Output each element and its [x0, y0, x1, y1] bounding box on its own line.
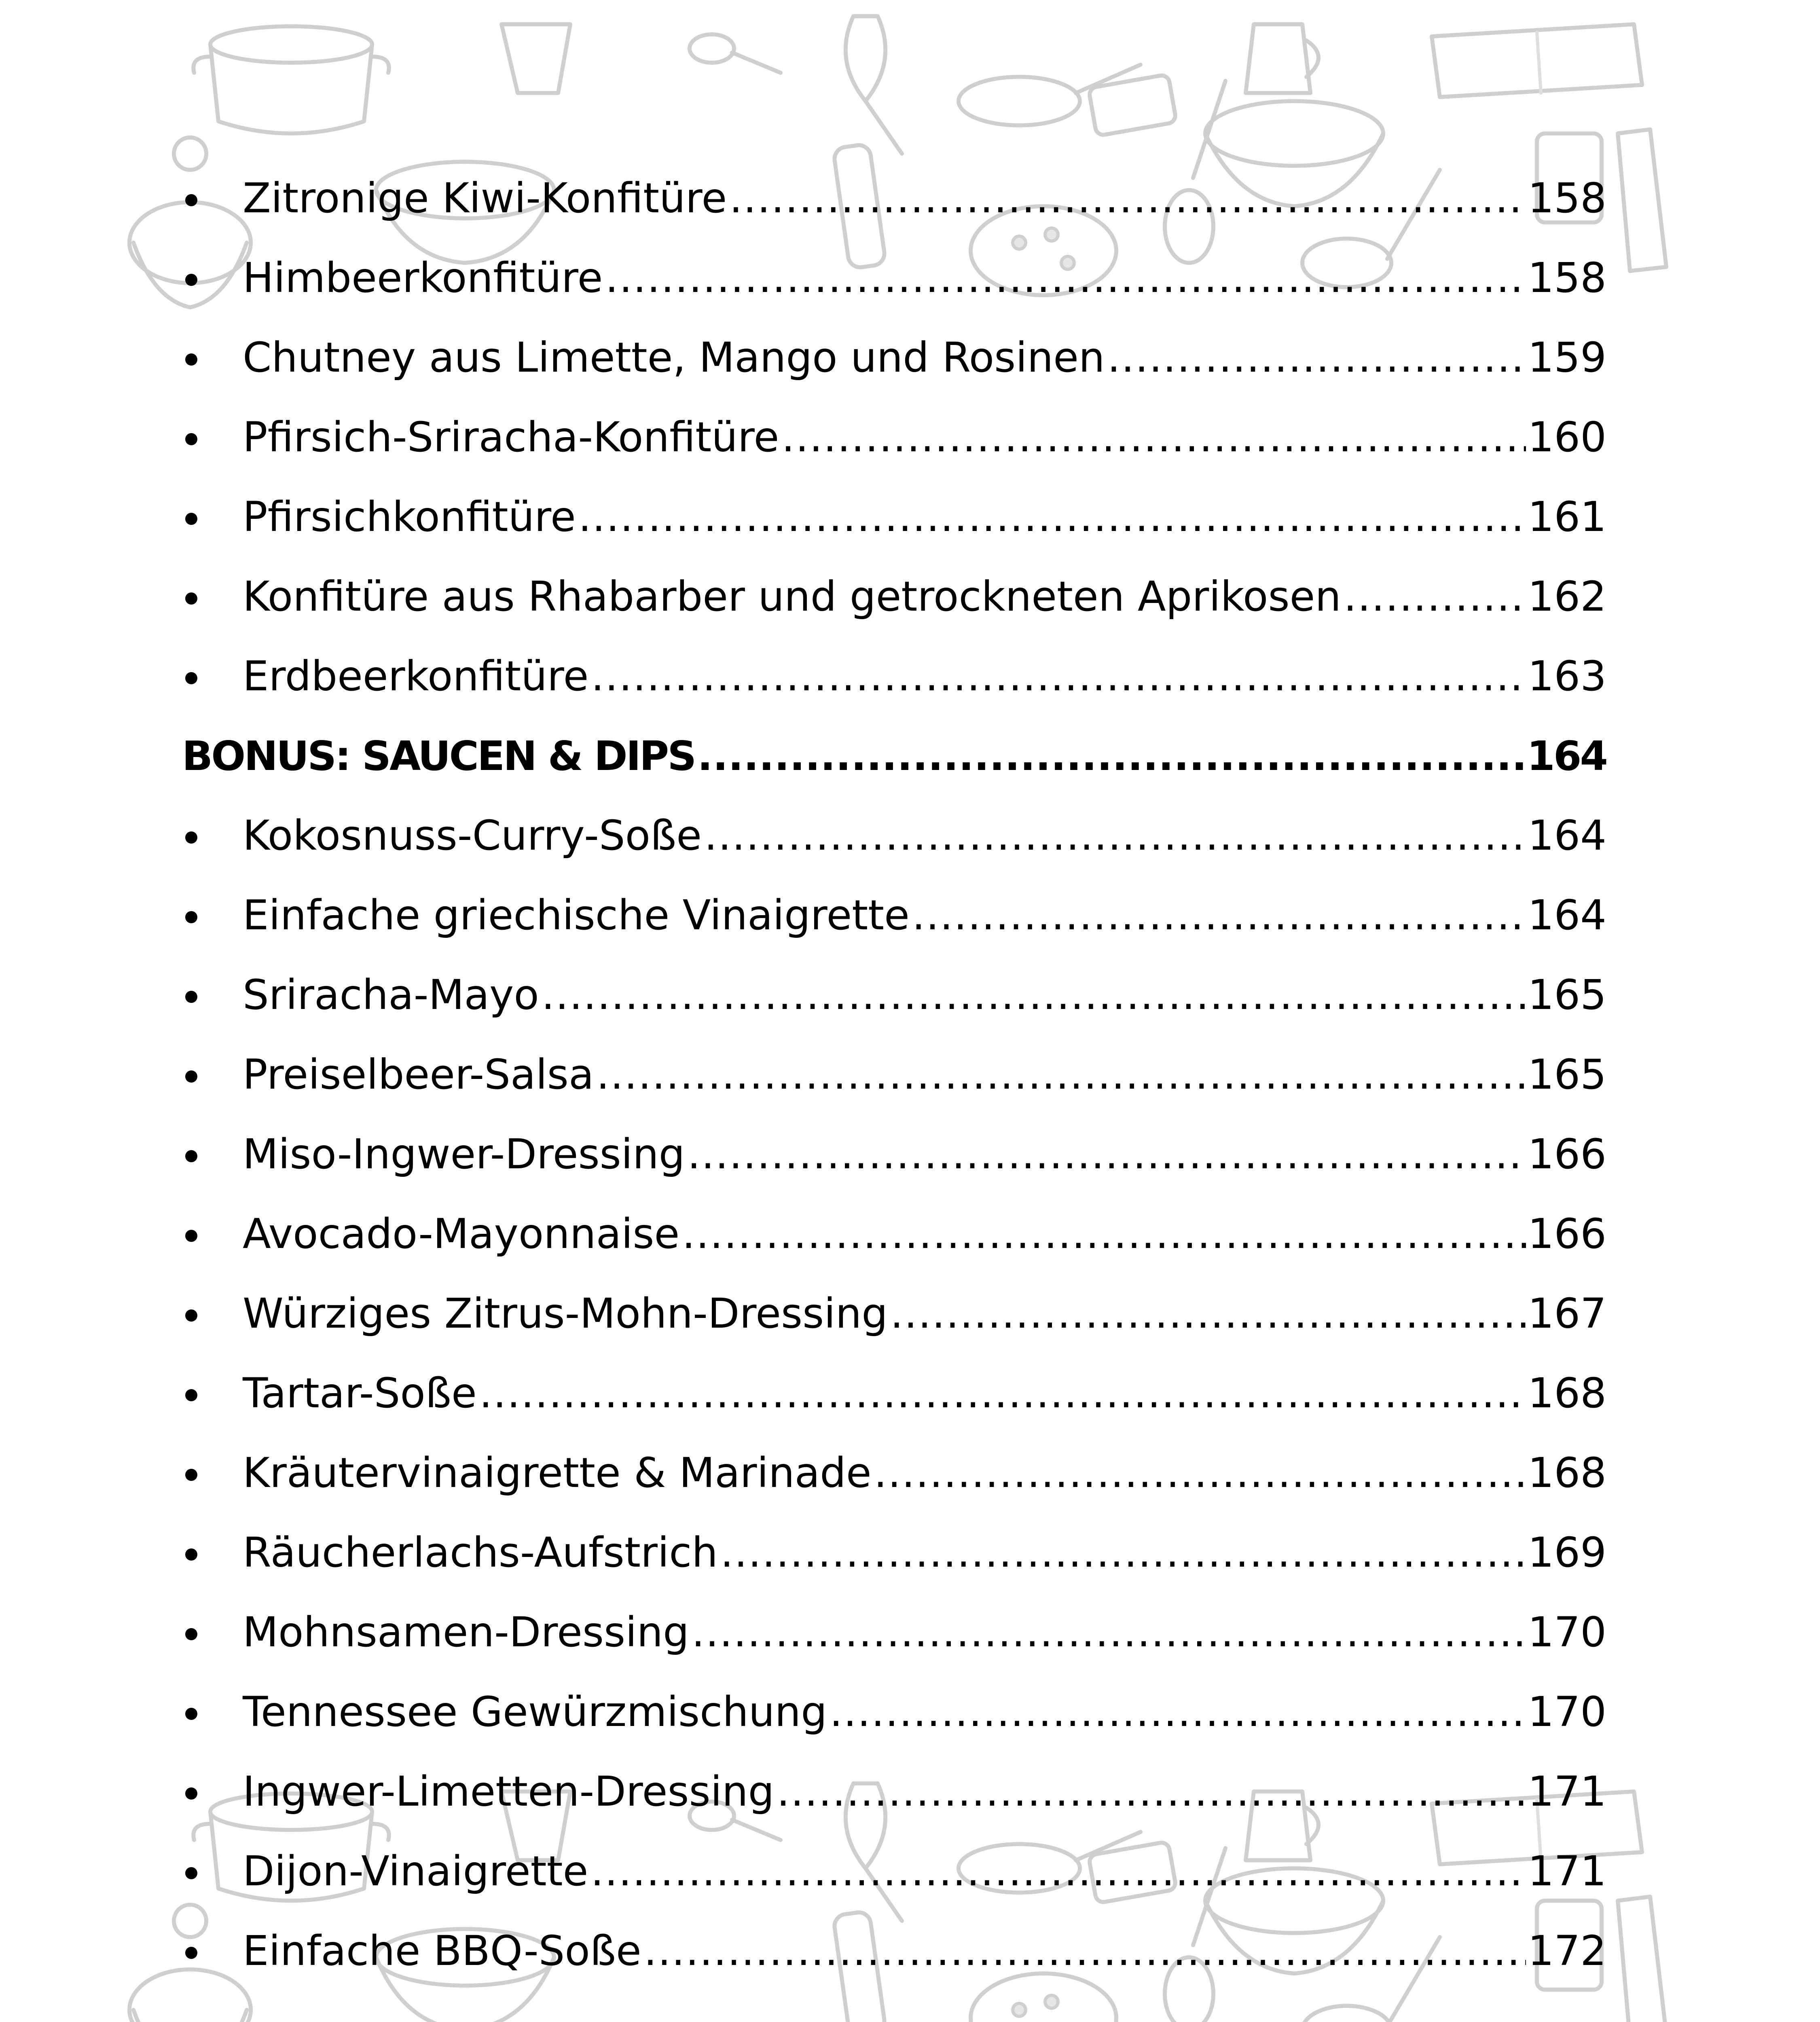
- toc-entry-title: BONUS: SAUCEN & DIPS: [182, 732, 695, 780]
- dot-leader: [578, 477, 1526, 557]
- toc-entry-title: Einfache griechische Vinaigrette: [243, 891, 910, 939]
- toc-entry[interactable]: [182, 1672, 1606, 1752]
- dot-leader: [682, 1194, 1526, 1274]
- toc-entry-title: Dijon-Vinaigrette: [243, 1847, 588, 1895]
- dot-leader: [704, 796, 1526, 876]
- bullet-icon: [182, 1513, 243, 1593]
- toc-entry[interactable]: [182, 1115, 1606, 1194]
- toc-page-number: 166: [1528, 1130, 1606, 1178]
- toc-page-number: 166: [1528, 1210, 1606, 1258]
- toc-entry-title: Räucherlachs-Aufstrich: [243, 1529, 718, 1577]
- toc-entry[interactable]: [182, 1832, 1606, 1911]
- bullet-icon: [182, 477, 243, 557]
- bullet-icon: [182, 796, 243, 876]
- bullet-icon: [182, 557, 243, 637]
- toc-entry-title: Pfirsichkonfitüre: [243, 493, 576, 541]
- dot-leader: [777, 1752, 1526, 1832]
- toc-entry-title: Tennessee Gewürzmischung: [243, 1688, 827, 1736]
- toc-section-heading[interactable]: [182, 716, 1606, 796]
- toc-entry-title: Erdbeerkonfitüre: [243, 652, 589, 700]
- toc-entry[interactable]: [182, 557, 1606, 637]
- bullet-icon: [182, 1274, 243, 1354]
- toc-page-number: 164: [1528, 812, 1606, 860]
- bullet-icon: [182, 1911, 243, 1991]
- glass-icon: [502, 24, 570, 93]
- toc-page-number: 160: [1528, 413, 1606, 461]
- toc-entry[interactable]: [182, 1035, 1606, 1115]
- bullet-icon: [182, 1433, 243, 1513]
- bullet-icon: [182, 1035, 243, 1115]
- dot-leader: [687, 1115, 1526, 1194]
- bullet-icon: [182, 398, 243, 477]
- toc-page-number: 171: [1528, 1847, 1606, 1895]
- toc-page-number: 162: [1528, 573, 1606, 621]
- toc-page-number: 158: [1528, 254, 1606, 302]
- toc-entry-title: Würziges Zitrus-Mohn-Dressing: [243, 1290, 888, 1338]
- bullet-icon: [182, 955, 243, 1035]
- toc-page-number: 159: [1528, 334, 1606, 382]
- dot-leader: [590, 1832, 1526, 1911]
- bullet-icon: [182, 1194, 243, 1274]
- bullet-icon: [182, 876, 243, 955]
- toc-entry[interactable]: [182, 1593, 1606, 1672]
- table-of-contents: [182, 159, 1606, 1991]
- toc-entry-title: Avocado-Mayonnaise: [243, 1210, 680, 1258]
- whisk-icon: [846, 16, 902, 154]
- toc-entry[interactable]: [182, 796, 1606, 876]
- bullet-icon: [182, 159, 243, 238]
- dot-leader: [1107, 318, 1526, 398]
- toc-entry-title: Zitronige Kiwi-Konfitüre: [243, 174, 727, 222]
- toc-page-number: 169: [1528, 1529, 1606, 1577]
- dot-leader: [720, 1513, 1526, 1593]
- dot-leader: [591, 637, 1526, 716]
- bullet-icon: [182, 1115, 243, 1194]
- toc-entry[interactable]: [182, 1354, 1606, 1433]
- toc-page-number: 165: [1528, 971, 1606, 1019]
- dot-leader: [890, 1274, 1526, 1354]
- frying-pan-icon: [959, 65, 1141, 125]
- dot-leader: [912, 876, 1526, 955]
- toc-entry[interactable]: [182, 1911, 1606, 1991]
- bullet-icon: [182, 1832, 243, 1911]
- toc-entry-title: Miso-Ingwer-Dressing: [243, 1130, 685, 1178]
- toc-entry[interactable]: [182, 318, 1606, 398]
- toc-page-number: 167: [1528, 1290, 1606, 1338]
- toc-entry-title: Chutney aus Limette, Mango und Rosinen: [243, 334, 1105, 382]
- toc-entry[interactable]: [182, 398, 1606, 477]
- dot-leader: [874, 1433, 1526, 1513]
- toc-page-number: 163: [1528, 652, 1606, 700]
- toc-page-number: 164: [1528, 891, 1606, 939]
- bullet-icon: [182, 1354, 243, 1433]
- cooking-pot-icon: [193, 26, 389, 133]
- dot-leader: [729, 159, 1526, 238]
- toc-entry-title: Mohnsamen-Dressing: [243, 1608, 689, 1656]
- dot-leader: [781, 398, 1526, 477]
- toc-entry[interactable]: [182, 1513, 1606, 1593]
- toc-entry[interactable]: [182, 1752, 1606, 1832]
- dot-leader: [692, 1593, 1526, 1672]
- bullet-icon: [182, 238, 243, 318]
- dot-leader: [542, 955, 1526, 1035]
- jug-icon: [1246, 24, 1318, 93]
- toc-entry-title: Konfitüre aus Rhabarber und getrockneten Aprikosen: [243, 573, 1341, 621]
- toc-entry-title: Kokosnuss-Curry-Soße: [243, 812, 702, 860]
- toc-page-number: 168: [1528, 1449, 1606, 1497]
- bullet-icon: [182, 637, 243, 716]
- cake-tin-icon: [1432, 24, 1642, 97]
- bullet-icon: [182, 1593, 243, 1672]
- toc-entry-title: Sriracha-Mayo: [243, 971, 539, 1019]
- toc-entry-title: Kräutervinaigrette & Marinade: [243, 1449, 872, 1497]
- toc-entry[interactable]: [182, 477, 1606, 557]
- toc-entry[interactable]: [182, 955, 1606, 1035]
- dot-leader: [697, 716, 1525, 796]
- toc-entry[interactable]: [182, 159, 1606, 238]
- toc-entry[interactable]: [182, 876, 1606, 955]
- toc-entry[interactable]: [182, 637, 1606, 716]
- dot-leader: [605, 238, 1526, 318]
- toc-entry-title: Ingwer-Limetten-Dressing: [243, 1768, 775, 1816]
- bullet-icon: [182, 1672, 243, 1752]
- dot-leader: [479, 1354, 1526, 1433]
- toc-entry[interactable]: [182, 1433, 1606, 1513]
- toc-entry[interactable]: [182, 1274, 1606, 1354]
- toc-page-number: 168: [1528, 1369, 1606, 1417]
- toc-page-number: 161: [1528, 493, 1606, 541]
- bullet-icon: [182, 1752, 243, 1832]
- toc-page-number: 172: [1528, 1927, 1606, 1975]
- toc-entry-title: Preiselbeer-Salsa: [243, 1051, 594, 1099]
- toc-page-number: 164: [1527, 732, 1606, 780]
- toc-entry-title: Tartar-Soße: [243, 1369, 477, 1417]
- dot-leader: [1344, 557, 1526, 637]
- toc-entry-title: Einfache BBQ-Soße: [243, 1927, 641, 1975]
- toc-entry[interactable]: [182, 238, 1606, 318]
- dot-leader: [830, 1672, 1526, 1752]
- toc-page-number: 171: [1528, 1768, 1606, 1816]
- dot-leader: [596, 1035, 1526, 1115]
- toc-page-number: 165: [1528, 1051, 1606, 1099]
- grater-icon: [1618, 129, 1666, 271]
- toc-entry-title: Himbeerkonfitüre: [243, 254, 603, 302]
- toc-page-number: 158: [1528, 174, 1606, 222]
- dot-leader: [644, 1911, 1526, 1991]
- toc-entry-title: Pfirsich-Sriracha-Konfitüre: [243, 413, 779, 461]
- bullet-icon: [182, 318, 243, 398]
- toc-page-number: 170: [1528, 1608, 1606, 1656]
- toc-entry[interactable]: [182, 1194, 1606, 1274]
- spoon-icon: [690, 34, 781, 73]
- toc-page-number: 170: [1528, 1688, 1606, 1736]
